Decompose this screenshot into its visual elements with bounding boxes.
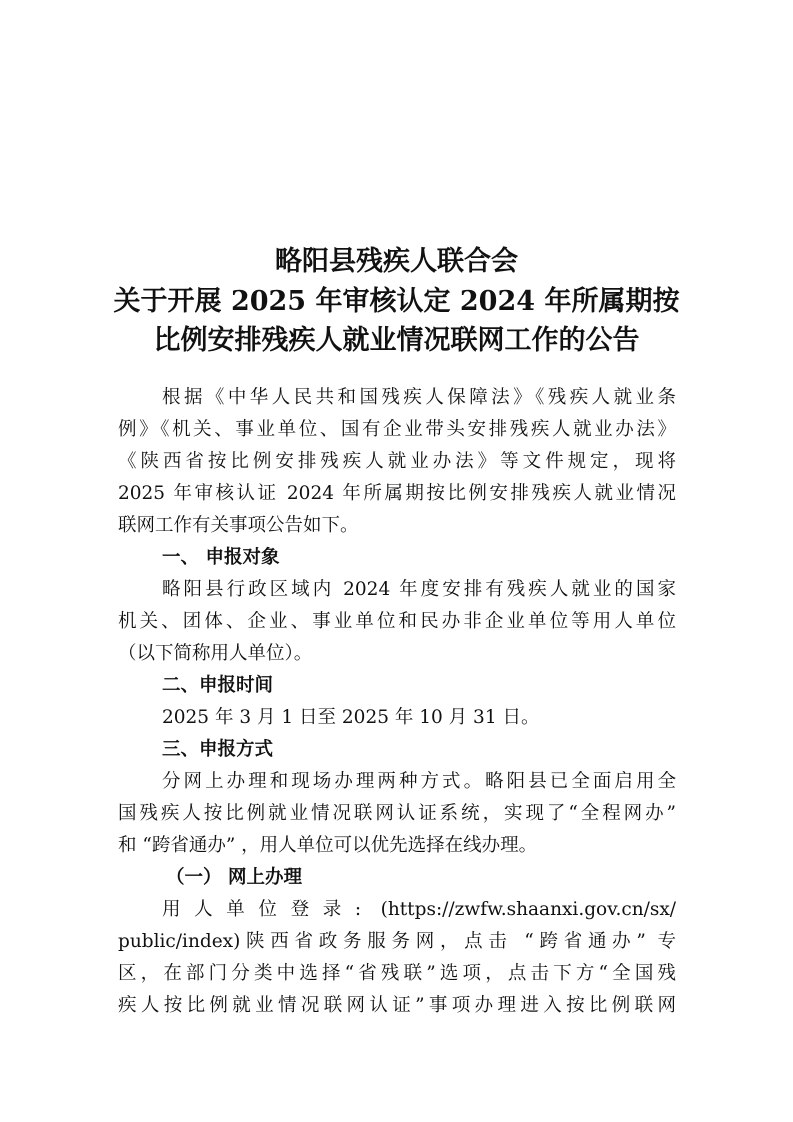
intro-line-5: 联网工作有关事项公告如下。 [118,515,359,536]
intro-line-3: 《陕西省按比例安排残疾人就业办法》等文件规定，现将 [118,451,676,472]
section-1-line-1: 略阳县行政区域内 2024 年度安排有残疾人就业的国家 [162,579,676,600]
subsection-online-line-3: 区，在部门分类中选择“省残联”选项，点击下方“全国残 [118,963,676,984]
section-3-line-3: 和 “跨省通办” ，用人单位可以优先选择在线办理。 [118,835,538,856]
section-3-heading: 三、申报方式 [162,739,274,760]
subsection-online-heading: （一） 网上办理 [166,867,302,888]
section-3-line-1: 分网上办理和现场办理两种方式。略阳县已全面启用全 [162,771,676,792]
section-2-line-1: 2025 年 3 月 1 日至 2025 年 10 月 31 日。 [162,707,540,728]
document-title-line-1: 略阳县残疾人联合会 [275,246,518,277]
document-title-line-2: 关于开展 2025 年审核认定 2024 年所属期按 [113,286,680,317]
intro-line-4: 2025 年审核认证 2024 年所属期按比例安排残疾人就业情况 [118,483,676,504]
subsection-online-line-2: public/index)陕西省政务服务网，点击 “跨省通办” 专 [118,931,676,952]
subsection-online-line-1: 用人单位登录: (https://zwfw.shaanxi.gov.cn/sx/ [162,899,676,920]
intro-line-2: 例》《机关、事业单位、国有企业带头安排残疾人就业办法》 [118,419,676,440]
section-2-heading: 二、申报时间 [162,675,274,696]
subsection-online-line-4: 疾人按比例就业情况联网认证”事项办理进入按比例联网 [118,995,676,1016]
section-1-line-3: （以下简称用人单位）。 [118,643,313,664]
section-1-line-2: 机关、团体、企业、事业单位和民办非企业单位等用人单位 [118,611,676,632]
section-1-heading: 一、 申报对象 [162,547,280,568]
document-title-line-3: 比例安排残疾人就业情况联网工作的公告 [153,325,640,356]
intro-line-1: 根据《中华人民共和国残疾人保障法》《残疾人就业条 [162,387,676,408]
section-3-line-2: 国残疾人按比例就业情况联网认证系统，实现了“全程网办” [118,803,676,824]
